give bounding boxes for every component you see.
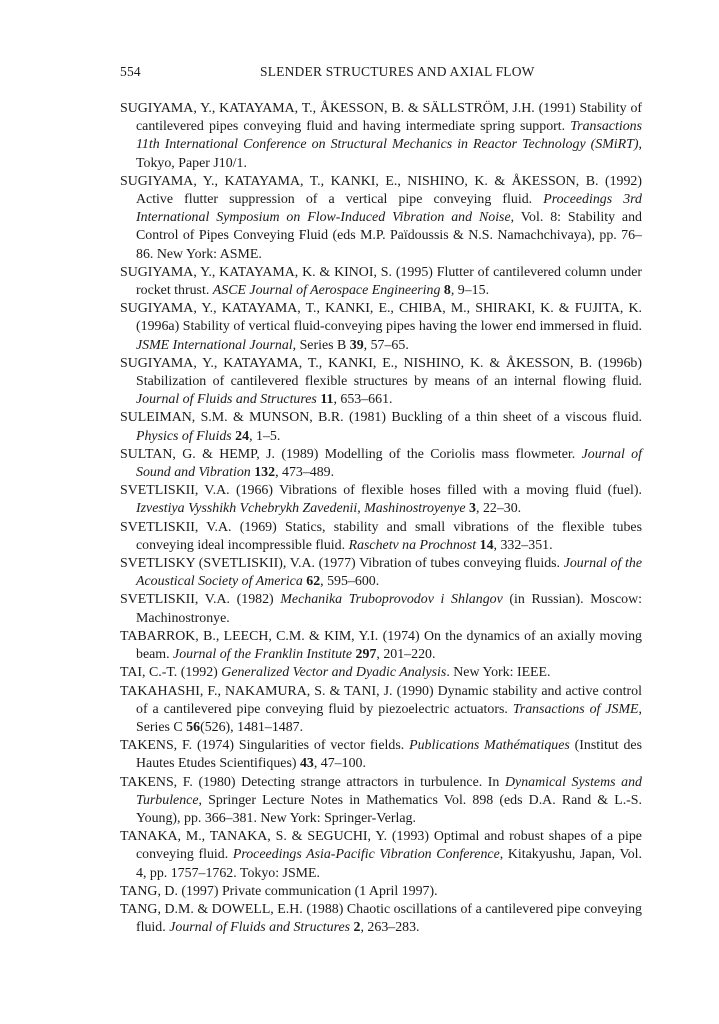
reference-list [120, 100, 642, 937]
reference-title: Detecting strange attractors in turbulence. In [241, 774, 500, 790]
reference-year: (1966) [235, 483, 274, 499]
reference-title: Modelling of the Coriolis mass flowmeter. [324, 446, 576, 462]
reference-authors: SUGIYAMA, Y., KATAYAMA, T., KANKI, E., NISHINO, K. & ÅKESSON, B. [120, 173, 599, 189]
reference-journal: Dynamical Systems and Turbulence [136, 774, 642, 808]
reference-year: (1980) [198, 774, 236, 790]
reference-journal: Transactions of JSME [512, 701, 639, 717]
reference-entry [120, 173, 642, 264]
reference-entry [120, 683, 642, 738]
reference-pages: , 473–489. [275, 465, 335, 481]
reference-year: (1974) [196, 738, 234, 754]
reference-authors: TANAKA, M., TANAKA, S. & SEGUCHI, Y. [120, 829, 388, 845]
reference-pages: , 332–351. [493, 537, 553, 553]
reference-volume: 24 [235, 428, 250, 444]
reference-journal: Journal of the Acoustical Society of America [136, 556, 642, 590]
reference-journal: Physics of Fluids [136, 428, 232, 444]
reference-authors: SULEIMAN, S.M. & MUNSON, B.R. [120, 410, 344, 426]
page-header [120, 64, 640, 84]
reference-pages: , 1–5. [249, 428, 281, 444]
reference-authors: SULTAN, G. & HEMP, J. [120, 446, 275, 462]
reference-entry [120, 300, 642, 355]
reference-series: , Series C [136, 701, 643, 735]
reference-volume: 3 [469, 501, 476, 517]
reference-entry [120, 264, 642, 300]
reference-entry [120, 355, 642, 410]
reference-authors: SVETLISKY (SVETLISKII), V.A. [120, 556, 315, 572]
reference-entry [120, 664, 642, 682]
reference-title: Flutter of cantilevered column under rocket thrust. [136, 264, 642, 299]
reference-publisher-note: (Institut des Hautes Etudes Scientifiques) [136, 738, 643, 772]
reference-entry [120, 737, 642, 773]
reference-journal: Transactions 11th International Conference on Structural Mechanics in Reactor Technology (SMiRT) [136, 119, 642, 153]
running-title: SLENDER STRUCTURES AND AXIAL FLOW [260, 64, 535, 79]
reference-title: Vibrations of flexible hoses filled with a moving fluid (fuel). [279, 483, 642, 499]
reference-journal: Publications Mathématiques [409, 738, 570, 754]
page-number: 554 [120, 64, 141, 79]
reference-title: Optimal and robust shapes of a pipe conveying fluid. [136, 829, 642, 863]
reference-pages: . New York: IEEE. [446, 665, 551, 681]
reference-pages: , Vol. 8: Stability and Control of Pipes Conveying Fluid (eds M.P. Païdoussis & N.S. Namachchivaya), pp. 76–86. New York: ASME. [136, 210, 642, 262]
reference-authors: TAI, C.-T. [120, 665, 178, 681]
reference-authors: TAKENS, F. [120, 738, 193, 754]
reference-journal: JSME International Journal [136, 337, 293, 353]
reference-volume: 14 [479, 537, 494, 553]
reference-title: On the dynamics of an axially moving beam. [136, 628, 642, 663]
reference-authors: TAKENS, F. [120, 774, 193, 790]
reference-authors: TAKAHASHI, F., NAKAMURA, S. & TANI, J. [120, 683, 393, 699]
reference-title: Active flutter suppression of a vertical pipe conveying fluid. [136, 192, 533, 208]
reference-journal: Raschetv na Prochnost [348, 537, 477, 553]
reference-entry [120, 828, 642, 883]
reference-pages: , 47–100. [313, 756, 366, 772]
reference-year: (1977) [318, 556, 356, 572]
reference-authors: SUGIYAMA, Y., KATAYAMA, T., KANKI, E., NISHINO, K. & ÅKESSON, B. [120, 355, 593, 371]
reference-entry [120, 446, 642, 482]
reference-journal: Journal of the Franklin Institute [173, 647, 353, 663]
reference-volume: 2 [353, 920, 361, 936]
reference-entry [120, 555, 642, 591]
reference-year: (1990) [396, 683, 434, 699]
reference-journal: Proceedings 3rd International Symposium on Flow-Induced Vibration and Noise [136, 192, 642, 226]
reference-journal: Journal of Fluids and Structures [169, 920, 351, 936]
reference-title: Stability of vertical fluid-conveying pipes having the lower end immersed in fluid. [182, 319, 642, 335]
reference-title: Private communication (1 April 1997). [221, 883, 438, 899]
reference-series: , Series B [292, 337, 350, 353]
reference-pages: , Tokyo, Paper J10/1. [136, 137, 642, 171]
reference-title: Chaotic oscillations of a cantilevered pipe conveying fluid. [136, 901, 642, 936]
reference-entry [120, 883, 642, 901]
reference-volume: 132 [254, 465, 276, 481]
reference-pages: , 57–65. [363, 337, 409, 353]
reference-title: Dynamic stability and active control of a cantilevered pipe conveying fluid by piezoelectric actuators. [136, 683, 642, 717]
reference-authors: SVETLISKII, V.A. [120, 483, 230, 499]
reference-entry [120, 409, 642, 445]
reference-volume: 11 [320, 392, 334, 408]
reference-authors: TANG, D.M. & DOWELL, E.H. [120, 901, 303, 917]
reference-authors: SVETLISKII, V.A. [120, 592, 230, 608]
reference-journal: Journal of Sound and Vibration [136, 446, 642, 481]
reference-entry [120, 519, 642, 555]
reference-journal: Proceedings Asia-Pacific Vibration Conference [232, 847, 500, 863]
reference-pages: , Kitakyushu, Japan, Vol. 4, pp. 1757–1762. Tokyo: JSME. [136, 847, 642, 881]
reference-authors: TANG, D. [120, 883, 178, 899]
reference-authors: SUGIYAMA, Y., KATAYAMA, K. & KINOI, S. [120, 264, 392, 280]
reference-year: (1974) [382, 628, 420, 644]
reference-year: (1992) [604, 173, 642, 189]
reference-entry [120, 901, 642, 937]
reference-year: (1982) [236, 592, 274, 608]
reference-pages: , 22–30. [476, 501, 522, 517]
reference-volume: 297 [355, 647, 377, 663]
reference-title: Buckling of a thin sheet of a viscous fluid. [391, 410, 642, 426]
reference-title: Stabilization of cantilevered flexible structures by means of an internal flowing fluid. [136, 374, 642, 390]
reference-entry [120, 628, 642, 664]
reference-year: (1993) [391, 829, 429, 845]
reference-pages: , 595–600. [320, 574, 380, 590]
reference-year: (1996b) [598, 355, 642, 371]
reference-entry [120, 774, 642, 829]
reference-volume: 8 [443, 283, 451, 299]
reference-pages: , 263–283. [360, 920, 420, 936]
reference-entry [120, 591, 642, 627]
reference-authors: SVETLISKII, V.A. [120, 519, 232, 535]
reference-title: Vibration of tubes conveying fluids. [359, 556, 561, 572]
reference-year: (1969) [239, 519, 277, 535]
reference-title: Statics, stability and small vibrations of the flexible tubes conveying ideal incompressible fluid. [136, 519, 642, 553]
reference-volume: 62 [306, 574, 321, 590]
reference-pages: , 201–220. [376, 647, 436, 663]
reference-pages: , 653–661. [333, 392, 393, 408]
reference-entry [120, 482, 642, 518]
reference-authors: SUGIYAMA, Y., KATAYAMA, T., KANKI, E., CHIBA, M., SHIRAKI, K. & FUJITA, K. [120, 301, 642, 317]
reference-authors: TABARROK, B., LEECH, C.M. & KIM, Y.I. [120, 628, 379, 644]
reference-pages: (526), 1481–1487. [200, 719, 304, 735]
reference-year: (1981) [348, 410, 386, 426]
reference-pages: , Springer Lecture Notes in Mathematics Vol. 898 (eds D.A. Rand & L.-S. Young), pp. 366–381. New York: Springer-Verlag. [136, 792, 642, 826]
reference-year: (1995) [395, 264, 433, 280]
reference-journal: ASCE Journal of Aerospace Engineering [212, 283, 441, 299]
reference-pages: , 9–15. [450, 283, 490, 299]
reference-year: (1997) [181, 883, 219, 899]
reference-journal: Generalized Vector and Dyadic Analysis [221, 665, 447, 681]
reference-journal: Journal of Fluids and Structures [136, 392, 317, 408]
reference-year: (1989) [281, 446, 319, 462]
reference-pages: (in Russian). Moscow: Machinostronye. [136, 592, 642, 626]
reference-volume: 43 [299, 756, 314, 772]
reference-title: Singularities of vector fields. [238, 738, 405, 754]
reference-year: (1988) [306, 901, 344, 917]
reference-journal: Izvestiya Vysshikh Vchebrykh Zavedenii, Mashinostroyenye [136, 501, 466, 517]
reference-entry [120, 100, 642, 173]
reference-year: (1992) [180, 665, 218, 681]
reference-volume: 39 [349, 337, 364, 353]
reference-year: (1996a) [136, 319, 180, 335]
reference-title: Stability of cantilevered pipes conveying fluid and having intermediate spring support. [136, 101, 643, 135]
reference-volume: 56 [186, 719, 201, 735]
reference-journal: Mechanika Truboprovodov i Shlangov [280, 592, 503, 608]
reference-authors: SUGIYAMA, Y., KATAYAMA, T., ÅKESSON, B. & SÄLLSTRÖM, J.H. [120, 101, 535, 116]
reference-year: (1991) [538, 101, 576, 116]
